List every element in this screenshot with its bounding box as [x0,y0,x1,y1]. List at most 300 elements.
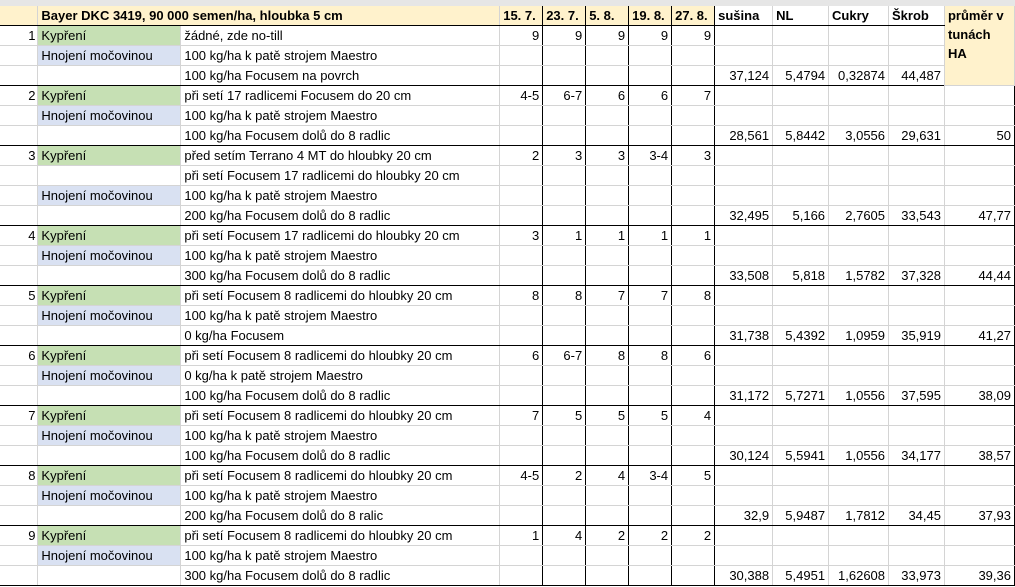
date-score[interactable]: 8 [500,286,543,306]
value-susina[interactable]: 37,124 [715,66,773,86]
date-score[interactable] [500,326,543,346]
header-prumer[interactable]: průměr v tunách HA [944,6,1014,86]
date-score[interactable] [500,126,543,146]
treatment-description[interactable]: 100 kg/ha k patě strojem Maestro [181,546,500,566]
value-cukry[interactable]: 3,0556 [829,126,889,146]
value-skrob[interactable] [889,86,945,106]
date-score[interactable]: 1 [672,226,715,246]
date-score[interactable] [586,546,629,566]
date-score[interactable] [672,446,715,466]
value-nl[interactable]: 5,4794 [773,66,829,86]
value-cukry[interactable]: 1,7812 [829,506,889,526]
value-susina[interactable]: 32,495 [715,206,773,226]
date-score[interactable] [672,386,715,406]
cell[interactable] [0,6,38,26]
cell[interactable] [0,486,38,506]
sheet-title[interactable]: Bayer DKC 3419, 90 000 semen/ha, hloubka 5 cm [38,6,500,26]
date-score[interactable]: 8 [543,286,586,306]
value-susina[interactable]: 30,388 [715,566,773,586]
treatment-description[interactable]: při setí Focusem 17 radlicemi do hloubky 20 cm [181,166,500,186]
value-cukry[interactable] [829,246,889,266]
date-score[interactable] [629,126,672,146]
value-cukry[interactable]: 2,7605 [829,206,889,226]
date-score[interactable] [586,126,629,146]
date-score[interactable] [672,506,715,526]
value-susina[interactable] [715,186,773,206]
date-score[interactable] [672,66,715,86]
date-score[interactable] [586,46,629,66]
value-nl[interactable]: 5,166 [773,206,829,226]
date-score[interactable]: 1 [543,226,586,246]
value-skrob[interactable] [889,366,945,386]
date-score[interactable] [672,306,715,326]
date-score[interactable] [500,366,543,386]
value-skrob[interactable] [889,306,945,326]
date-score[interactable] [543,66,586,86]
value-skrob[interactable] [889,466,945,486]
date-score[interactable] [586,366,629,386]
value-skrob[interactable] [889,106,945,126]
header-nl[interactable]: NL [773,6,829,26]
cell[interactable] [0,266,38,286]
treatment-description[interactable]: při setí Focusem 8 radlicemi do hloubky 20 cm [181,526,500,546]
value-nl[interactable] [773,486,829,506]
date-score[interactable] [672,426,715,446]
group-number[interactable]: 1 [0,26,38,46]
date-score[interactable]: 8 [586,346,629,366]
cell[interactable] [0,166,38,186]
date-score[interactable] [629,326,672,346]
date-score[interactable] [543,126,586,146]
value-cukry[interactable]: 1,0556 [829,446,889,466]
group-number[interactable]: 5 [0,286,38,306]
value-prumer[interactable] [944,166,1014,186]
value-prumer[interactable] [944,86,1014,106]
date-score[interactable] [543,206,586,226]
value-prumer[interactable]: 38,09 [944,386,1014,406]
date-score[interactable] [500,206,543,226]
value-nl[interactable] [773,366,829,386]
date-score[interactable]: 4-5 [500,86,543,106]
treatment-label[interactable]: Kypření [38,406,181,426]
treatment-label[interactable]: Hnojení močovinou [38,186,181,206]
date-score[interactable] [672,566,715,586]
group-number[interactable]: 9 [0,526,38,546]
date-score[interactable] [500,246,543,266]
treatment-description[interactable]: při setí Focusem 8 radlicemi do hloubky 20 cm [181,346,500,366]
group-number[interactable]: 2 [0,86,38,106]
value-skrob[interactable] [889,286,945,306]
value-skrob[interactable]: 33,973 [889,566,945,586]
date-score[interactable]: 5 [543,406,586,426]
date-score[interactable] [543,566,586,586]
treatment-label[interactable] [38,166,181,186]
date-score[interactable] [543,546,586,566]
value-cukry[interactable] [829,546,889,566]
date-score[interactable] [672,546,715,566]
treatment-label[interactable] [38,66,181,86]
date-score[interactable] [586,206,629,226]
treatment-description[interactable]: žádné, zde no-till [181,26,500,46]
date-score[interactable]: 3-4 [629,146,672,166]
treatment-label[interactable]: Kypření [38,466,181,486]
value-nl[interactable]: 5,8442 [773,126,829,146]
date-score[interactable] [629,66,672,86]
date-score[interactable] [586,246,629,266]
value-susina[interactable]: 28,561 [715,126,773,146]
date-score[interactable]: 7 [586,286,629,306]
value-skrob[interactable]: 37,595 [889,386,945,406]
cell[interactable] [0,566,38,586]
cell[interactable] [0,246,38,266]
value-prumer[interactable]: 47,77 [944,206,1014,226]
value-prumer[interactable] [944,306,1014,326]
date-score[interactable]: 2 [629,526,672,546]
date-score[interactable]: 2 [672,526,715,546]
value-susina[interactable] [715,466,773,486]
cell[interactable] [0,126,38,146]
date-score[interactable] [586,326,629,346]
date-score[interactable] [543,306,586,326]
date-score[interactable]: 6 [500,346,543,366]
date-score[interactable] [629,506,672,526]
date-score[interactable] [672,246,715,266]
date-score[interactable]: 5 [672,466,715,486]
date-score[interactable] [629,566,672,586]
value-skrob[interactable] [889,226,945,246]
group-number[interactable]: 7 [0,406,38,426]
value-susina[interactable] [715,26,773,46]
date-score[interactable] [500,66,543,86]
value-susina[interactable] [715,146,773,166]
treatment-description[interactable]: 100 kg/ha Focusem na povrch [181,66,500,86]
value-cukry[interactable]: 1,5782 [829,266,889,286]
value-susina[interactable] [715,486,773,506]
date-header[interactable]: 23. 7. [543,6,586,26]
value-skrob[interactable] [889,406,945,426]
value-nl[interactable] [773,186,829,206]
treatment-description[interactable]: 100 kg/ha k patě strojem Maestro [181,46,500,66]
date-score[interactable] [500,446,543,466]
treatment-label[interactable] [38,126,181,146]
treatment-description[interactable]: 200 kg/ha Focusem dolů do 8 radlic [181,206,500,226]
value-nl[interactable]: 5,5941 [773,446,829,466]
date-score[interactable]: 7 [672,86,715,106]
value-skrob[interactable] [889,246,945,266]
treatment-description[interactable]: 100 kg/ha k patě strojem Maestro [181,486,500,506]
value-cukry[interactable] [829,46,889,66]
value-nl[interactable] [773,546,829,566]
value-cukry[interactable] [829,346,889,366]
treatment-label[interactable]: Kypření [38,226,181,246]
value-skrob[interactable] [889,546,945,566]
treatment-description[interactable]: při setí Focusem 8 radlicemi do hloubky 20 cm [181,466,500,486]
value-nl[interactable] [773,406,829,426]
date-score[interactable] [586,386,629,406]
value-skrob[interactable] [889,146,945,166]
value-cukry[interactable] [829,26,889,46]
cell[interactable] [0,446,38,466]
treatment-label[interactable]: Hnojení močovinou [38,486,181,506]
date-score[interactable] [500,426,543,446]
date-score[interactable] [500,306,543,326]
value-skrob[interactable]: 33,543 [889,206,945,226]
date-score[interactable] [629,266,672,286]
group-number[interactable]: 8 [0,466,38,486]
date-score[interactable]: 9 [629,26,672,46]
date-score[interactable]: 4 [543,526,586,546]
value-cukry[interactable]: 0,32874 [829,66,889,86]
date-score[interactable]: 1 [586,226,629,246]
date-score[interactable] [586,186,629,206]
date-score[interactable] [672,46,715,66]
date-score[interactable] [629,206,672,226]
value-nl[interactable] [773,526,829,546]
treatment-label[interactable] [38,386,181,406]
treatment-label[interactable]: Hnojení močovinou [38,246,181,266]
date-score[interactable] [586,266,629,286]
value-prumer[interactable]: 50 [944,126,1014,146]
date-score[interactable] [586,446,629,466]
treatment-description[interactable]: při setí Focusem 8 radlicemi do hloubky 20 cm [181,286,500,306]
value-susina[interactable]: 33,508 [715,266,773,286]
treatment-label[interactable]: Hnojení močovinou [38,106,181,126]
date-score[interactable] [586,66,629,86]
date-score[interactable] [672,326,715,346]
value-prumer[interactable]: 44,44 [944,266,1014,286]
value-prumer[interactable] [944,146,1014,166]
value-susina[interactable] [715,546,773,566]
date-score[interactable] [543,506,586,526]
value-prumer[interactable] [944,486,1014,506]
cell[interactable] [0,46,38,66]
treatment-label[interactable] [38,326,181,346]
date-score[interactable] [500,46,543,66]
cell[interactable] [0,186,38,206]
date-score[interactable]: 1 [500,526,543,546]
treatment-label[interactable] [38,506,181,526]
value-cukry[interactable] [829,86,889,106]
date-score[interactable] [672,166,715,186]
value-nl[interactable]: 5,9487 [773,506,829,526]
value-skrob[interactable]: 34,45 [889,506,945,526]
date-header[interactable]: 27. 8. [672,6,715,26]
value-cukry[interactable] [829,226,889,246]
date-header[interactable]: 19. 8. [629,6,672,26]
value-skrob[interactable]: 29,631 [889,126,945,146]
value-prumer[interactable] [944,246,1014,266]
date-score[interactable]: 9 [672,26,715,46]
date-score[interactable] [500,506,543,526]
value-prumer[interactable] [944,466,1014,486]
date-score[interactable]: 6 [672,346,715,366]
date-score[interactable]: 9 [586,26,629,46]
value-nl[interactable]: 5,4951 [773,566,829,586]
value-nl[interactable] [773,426,829,446]
value-prumer[interactable]: 37,93 [944,506,1014,526]
date-score[interactable]: 8 [629,346,672,366]
cell[interactable] [0,66,38,86]
date-score[interactable] [629,246,672,266]
date-score[interactable] [543,446,586,466]
group-number[interactable]: 6 [0,346,38,366]
value-nl[interactable] [773,166,829,186]
value-susina[interactable] [715,366,773,386]
treatment-label[interactable]: Kypření [38,146,181,166]
date-score[interactable] [629,446,672,466]
value-susina[interactable] [715,226,773,246]
value-nl[interactable]: 5,7271 [773,386,829,406]
date-score[interactable]: 4 [672,406,715,426]
treatment-label[interactable]: Kypření [38,286,181,306]
value-susina[interactable] [715,246,773,266]
value-nl[interactable] [773,306,829,326]
date-score[interactable]: 2 [586,526,629,546]
treatment-label[interactable] [38,206,181,226]
date-score[interactable]: 6 [629,86,672,106]
value-skrob[interactable] [889,26,945,46]
treatment-description[interactable]: 300 kg/ha Focusem dolů do 8 radlic [181,266,500,286]
value-prumer[interactable] [944,406,1014,426]
value-nl[interactable] [773,246,829,266]
treatment-description[interactable]: 100 kg/ha k patě strojem Maestro [181,426,500,446]
value-skrob[interactable] [889,186,945,206]
date-score[interactable] [586,566,629,586]
date-score[interactable] [629,386,672,406]
value-susina[interactable] [715,166,773,186]
value-susina[interactable] [715,286,773,306]
date-score[interactable]: 5 [586,406,629,426]
treatment-label[interactable]: Hnojení močovinou [38,426,181,446]
date-score[interactable]: 4 [586,466,629,486]
date-score[interactable]: 3 [500,226,543,246]
date-score[interactable]: 3 [672,146,715,166]
date-score[interactable] [543,266,586,286]
header-cukry[interactable]: Cukry [829,6,889,26]
value-skrob[interactable]: 34,177 [889,446,945,466]
treatment-label[interactable] [38,566,181,586]
date-score[interactable] [586,306,629,326]
value-prumer[interactable] [944,426,1014,446]
value-skrob[interactable] [889,486,945,506]
date-score[interactable] [672,266,715,286]
date-score[interactable] [586,166,629,186]
treatment-label[interactable] [38,266,181,286]
date-score[interactable] [629,546,672,566]
date-score[interactable] [543,46,586,66]
date-score[interactable]: 2 [543,466,586,486]
treatment-description[interactable]: 300 kg/ha Focusem dolů do 8 radlic [181,566,500,586]
treatment-label[interactable]: Kypření [38,526,181,546]
date-score[interactable]: 5 [629,406,672,426]
value-skrob[interactable]: 44,487 [889,66,945,86]
value-susina[interactable] [715,106,773,126]
value-cukry[interactable] [829,286,889,306]
treatment-label[interactable]: Kypření [38,346,181,366]
treatment-description[interactable]: při setí Focusem 17 radlicemi do hloubky 20 cm [181,226,500,246]
value-susina[interactable] [715,526,773,546]
treatment-description[interactable]: 100 kg/ha k patě strojem Maestro [181,246,500,266]
value-susina[interactable] [715,86,773,106]
date-score[interactable]: 6-7 [543,86,586,106]
date-score[interactable] [500,566,543,586]
date-score[interactable] [672,126,715,146]
date-score[interactable] [629,306,672,326]
date-score[interactable] [629,366,672,386]
date-score[interactable] [543,106,586,126]
value-cukry[interactable] [829,526,889,546]
cell[interactable] [0,206,38,226]
value-skrob[interactable] [889,526,945,546]
value-nl[interactable] [773,346,829,366]
date-score[interactable] [500,546,543,566]
treatment-description[interactable]: 100 kg/ha Focusem dolů do 8 radlic [181,386,500,406]
value-prumer[interactable]: 38,57 [944,446,1014,466]
value-skrob[interactable]: 37,328 [889,266,945,286]
value-nl[interactable] [773,146,829,166]
value-susina[interactable] [715,46,773,66]
date-score[interactable]: 1 [629,226,672,246]
value-cukry[interactable] [829,166,889,186]
date-score[interactable]: 3 [543,146,586,166]
value-cukry[interactable] [829,186,889,206]
value-nl[interactable] [773,46,829,66]
group-number[interactable]: 4 [0,226,38,246]
value-skrob[interactable] [889,426,945,446]
date-score[interactable] [543,366,586,386]
date-score[interactable] [672,366,715,386]
date-score[interactable] [672,106,715,126]
value-prumer[interactable] [944,186,1014,206]
date-score[interactable] [629,106,672,126]
date-header[interactable]: 15. 7. [500,6,543,26]
cell[interactable] [0,426,38,446]
value-prumer[interactable]: 41,27 [944,326,1014,346]
date-score[interactable] [543,426,586,446]
date-score[interactable] [586,486,629,506]
date-score[interactable] [629,486,672,506]
value-prumer[interactable] [944,286,1014,306]
header-skrob[interactable]: Škrob [889,6,945,26]
header-susina[interactable]: sušina [715,6,773,26]
date-score[interactable] [543,166,586,186]
value-cukry[interactable]: 1,62608 [829,566,889,586]
treatment-label[interactable]: Hnojení močovinou [38,306,181,326]
date-score[interactable]: 3 [586,146,629,166]
date-score[interactable] [543,246,586,266]
cell[interactable] [0,366,38,386]
date-score[interactable] [586,426,629,446]
value-susina[interactable] [715,346,773,366]
value-skrob[interactable]: 35,919 [889,326,945,346]
date-score[interactable]: 6 [586,86,629,106]
date-score[interactable] [543,386,586,406]
treatment-label[interactable] [38,446,181,466]
treatment-description[interactable]: před setím Terrano 4 MT do hloubky 20 cm [181,146,500,166]
value-cukry[interactable]: 1,0556 [829,386,889,406]
value-nl[interactable] [773,26,829,46]
value-prumer[interactable] [944,546,1014,566]
value-cukry[interactable] [829,466,889,486]
cell[interactable] [0,546,38,566]
date-score[interactable] [629,426,672,446]
date-score[interactable] [629,46,672,66]
value-skrob[interactable] [889,346,945,366]
cell[interactable] [0,106,38,126]
date-score[interactable] [500,486,543,506]
treatment-description[interactable]: 100 kg/ha k patě strojem Maestro [181,106,500,126]
value-cukry[interactable] [829,106,889,126]
